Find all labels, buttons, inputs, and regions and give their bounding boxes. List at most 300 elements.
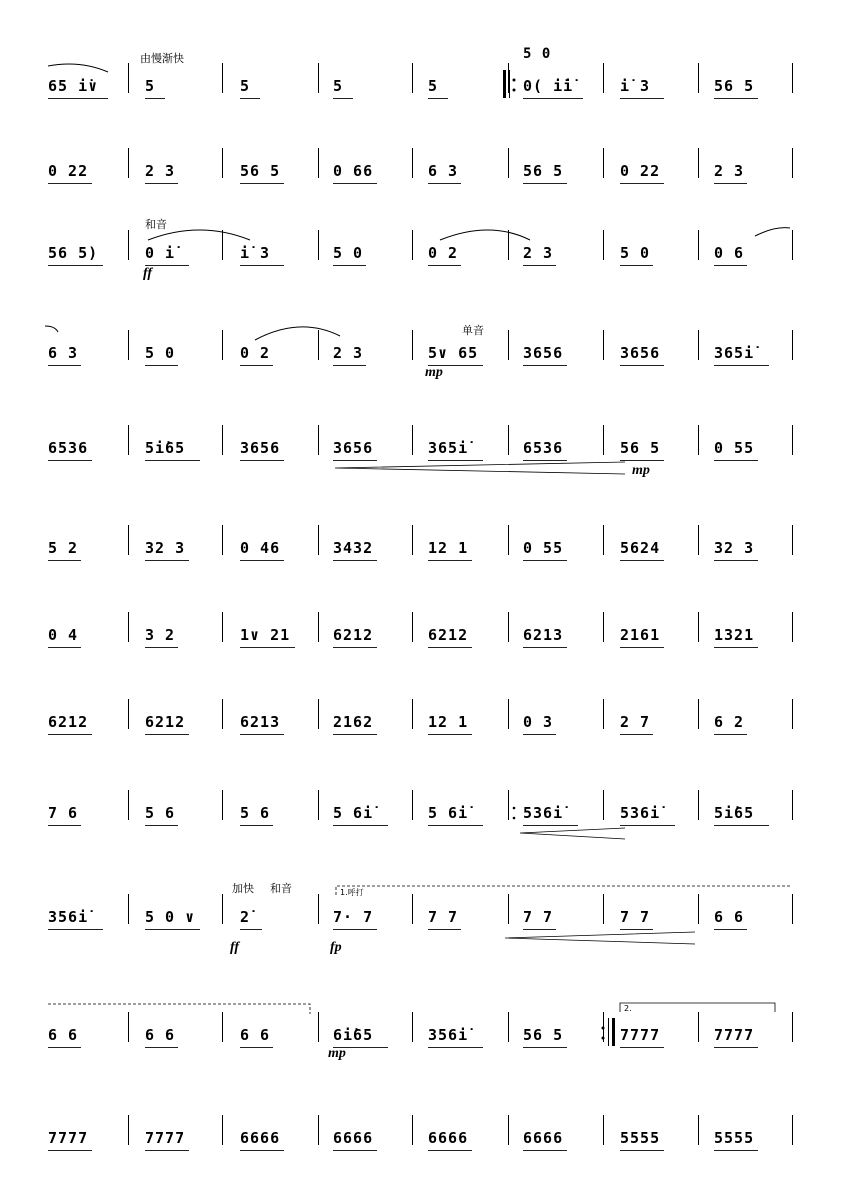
duration-underline [240, 929, 262, 930]
measure: 356i̇ [428, 1026, 469, 1044]
volta-1-bracket-cont [48, 1004, 310, 1014]
measure: 5i̇65 [714, 804, 755, 822]
duration-underline [240, 734, 284, 735]
barline [318, 699, 319, 729]
measure: 56 5 [523, 162, 564, 180]
barline [128, 63, 129, 93]
barline [698, 425, 699, 455]
measure: 7777 [145, 1129, 186, 1147]
duration-underline [523, 265, 556, 266]
tie-arc [45, 326, 58, 332]
barline [603, 425, 604, 455]
measure: 2̇ [240, 908, 251, 926]
measure: 6 6 [240, 1026, 271, 1044]
barline [508, 148, 509, 178]
duration-underline [428, 560, 472, 561]
barline [792, 699, 793, 729]
measure: 5 [428, 77, 439, 95]
measure: 5∨ 65 [428, 344, 479, 362]
duration-underline [523, 929, 556, 930]
measure: 536i̇ [523, 804, 564, 822]
duration-underline [523, 460, 567, 461]
tie-arc [48, 64, 108, 72]
barline [222, 699, 223, 729]
measure: 3656 [620, 344, 661, 362]
measure: 7777 [48, 1129, 89, 1147]
barline [603, 1012, 604, 1042]
measure: 0 46 [240, 539, 281, 557]
measure: 5624 [620, 539, 661, 557]
measure: 536i̇ [620, 804, 661, 822]
measure: 12 1 [428, 713, 469, 731]
barline [792, 612, 793, 642]
barline [603, 790, 604, 820]
duration-underline [428, 98, 448, 99]
barline [318, 1115, 319, 1145]
duration-underline [145, 1047, 178, 1048]
volta-1-bracket [336, 886, 790, 895]
duration-underline [523, 183, 567, 184]
barline [412, 63, 413, 93]
barline [318, 425, 319, 455]
duration-underline [714, 460, 758, 461]
duration-underline [240, 365, 273, 366]
duration-underline [145, 183, 178, 184]
duration-underline [48, 365, 81, 366]
score-row [0, 1129, 850, 1177]
duration-underline [333, 825, 388, 826]
barline [318, 330, 319, 360]
duration-underline [240, 265, 284, 266]
barline [792, 1012, 793, 1042]
measure: 356i̇ [48, 908, 89, 926]
measure: 0 55 [523, 539, 564, 557]
measure: 6212 [48, 713, 89, 731]
measure: 5 6i̇ [333, 804, 374, 822]
barline [792, 230, 793, 260]
measure: 365i̇ [714, 344, 755, 362]
dynamic-mp: mp [425, 365, 443, 380]
barline [412, 1115, 413, 1145]
measure: 2 3 [523, 244, 554, 262]
measure: 1∨ 21 [240, 626, 291, 644]
barline [412, 525, 413, 555]
dynamic-ff: ff [143, 266, 153, 281]
measure: 5 6i̇ [428, 804, 469, 822]
barline [128, 425, 129, 455]
measure: 5555 [714, 1129, 755, 1147]
measure: 6 6 [48, 1026, 79, 1044]
barline [412, 699, 413, 729]
duration-underline [240, 825, 273, 826]
barline [318, 790, 319, 820]
duration-underline [428, 734, 472, 735]
harmony-marking-2: 和音 [270, 882, 292, 895]
speedup-marking: 加快 [232, 882, 254, 895]
measure: 6666 [333, 1129, 374, 1147]
duration-underline [145, 647, 178, 648]
barline [412, 425, 413, 455]
duration-underline [145, 929, 200, 930]
duration-underline [620, 460, 664, 461]
duration-underline [48, 98, 108, 99]
measure: i̇ 3 [240, 244, 271, 262]
barline [508, 330, 509, 360]
measure: 5 [333, 77, 344, 95]
volta-1-label: 1.呼打 [340, 888, 364, 897]
harmony-marking: 和音 [145, 218, 167, 231]
duration-underline [714, 647, 758, 648]
barline [603, 699, 604, 729]
measure: 6 3 [48, 344, 79, 362]
score-row [0, 804, 850, 852]
duration-underline [620, 1150, 664, 1151]
duration-underline [48, 1150, 92, 1151]
duration-underline [428, 929, 461, 930]
measure: 5555 [620, 1129, 661, 1147]
measure: 7777 [620, 1026, 661, 1044]
dynamic-mp-2: mp [632, 463, 650, 478]
measure: 1321 [714, 626, 755, 644]
barline [698, 525, 699, 555]
tie-arc [255, 327, 340, 340]
barline [698, 230, 699, 260]
dynamic-mp-3: mp [328, 1046, 346, 1061]
duration-underline [333, 183, 377, 184]
duration-underline [523, 98, 583, 99]
barline [222, 894, 223, 924]
barline [222, 612, 223, 642]
measure: 5 [240, 77, 251, 95]
measure: 56 5 [523, 1026, 564, 1044]
duration-underline [620, 183, 664, 184]
dynamic-fp: fp [330, 940, 342, 955]
barline [698, 1012, 699, 1042]
duration-underline [48, 183, 92, 184]
duration-underline [240, 460, 284, 461]
barline [412, 1012, 413, 1042]
barline [222, 790, 223, 820]
measure: 5 2 [48, 539, 79, 557]
duration-underline [714, 560, 758, 561]
barline [222, 63, 223, 93]
barline [792, 148, 793, 178]
duration-underline [714, 1150, 758, 1151]
duration-underline [333, 98, 353, 99]
duration-underline [333, 929, 377, 930]
measure: i̇ 3 [620, 77, 651, 95]
measure: 7 7 [620, 908, 651, 926]
score-row [0, 713, 850, 761]
score-row [0, 244, 850, 292]
duration-underline [333, 365, 366, 366]
measure: 2 7 [620, 713, 651, 731]
duration-underline [145, 825, 178, 826]
score-row [0, 626, 850, 674]
measure: 0 6 [714, 244, 745, 262]
duration-underline [714, 825, 769, 826]
duration-underline [523, 1047, 567, 1048]
barline [792, 525, 793, 555]
barline [318, 525, 319, 555]
measure: 0 2 [240, 344, 271, 362]
barline [128, 330, 129, 360]
barline [603, 894, 604, 924]
measure: 6 3 [428, 162, 459, 180]
score-row [0, 908, 850, 956]
barline [128, 230, 129, 260]
measure: 56 5 [240, 162, 281, 180]
barline [508, 525, 509, 555]
duration-underline [48, 460, 92, 461]
duration-underline [333, 560, 377, 561]
barline [698, 790, 699, 820]
duration-underline [523, 365, 567, 366]
measure: 5 6 [240, 804, 271, 822]
duration-underline [523, 647, 567, 648]
duration-underline [620, 734, 653, 735]
barline [603, 230, 604, 260]
barline [698, 894, 699, 924]
measure: 7777 [714, 1026, 755, 1044]
barline [128, 790, 129, 820]
barline [603, 612, 604, 642]
measure: 3656 [523, 344, 564, 362]
tie-arc [440, 230, 530, 240]
measure: 6536 [523, 439, 564, 457]
duration-underline [145, 560, 189, 561]
barline [318, 1012, 319, 1042]
duration-underline [145, 1150, 189, 1151]
duration-underline [48, 734, 92, 735]
barline [792, 894, 793, 924]
measure: 6666 [240, 1129, 281, 1147]
duration-underline [620, 825, 675, 826]
duration-underline [620, 1047, 664, 1048]
barline [222, 425, 223, 455]
measure: 2 3 [714, 162, 745, 180]
barline [412, 894, 413, 924]
measure: 3 2 [145, 626, 176, 644]
score-row [0, 1026, 850, 1074]
measure: 7 7 [523, 908, 554, 926]
measure: 365i̇ [428, 439, 469, 457]
measure: 6i̇65 [333, 1026, 374, 1044]
barline [222, 230, 223, 260]
duration-underline [428, 183, 461, 184]
duration-underline [145, 734, 189, 735]
barline [603, 525, 604, 555]
duration-underline [714, 1047, 758, 1048]
duration-underline [48, 647, 81, 648]
barline [698, 699, 699, 729]
barline [128, 699, 129, 729]
measure: 5 0 [145, 344, 176, 362]
tempo-marking: 由慢渐快 [140, 52, 184, 65]
measure: 6666 [523, 1129, 564, 1147]
measure: 0 2 [428, 244, 459, 262]
measure: 32 3 [145, 539, 186, 557]
barline [508, 1115, 509, 1145]
duration-underline [620, 560, 664, 561]
duration-underline [523, 1150, 567, 1151]
measure: 56 5 [620, 439, 661, 457]
barline [318, 612, 319, 642]
duration-underline [240, 183, 284, 184]
duration-underline [240, 1047, 273, 1048]
duration-underline [620, 265, 653, 266]
barline [792, 1115, 793, 1145]
tie-arc [755, 228, 790, 236]
measure: 5 0 ∨ [145, 908, 196, 926]
barline [508, 230, 509, 260]
measure: 0 66 [333, 162, 374, 180]
barline [222, 525, 223, 555]
score-row [0, 162, 850, 210]
duration-underline [714, 183, 747, 184]
duration-underline [48, 825, 81, 826]
measure: 5 0 [620, 244, 651, 262]
measure: 5i̇65 [145, 439, 186, 457]
barline [792, 330, 793, 360]
measure: 65 i̇∨ [48, 77, 99, 95]
barline [222, 1115, 223, 1145]
volta-2-label: 2. [624, 1004, 632, 1013]
duration-underline [333, 647, 377, 648]
duration-underline [428, 1047, 483, 1048]
measure: 3656 [333, 439, 374, 457]
measure: 6 2 [714, 713, 745, 731]
barline [222, 148, 223, 178]
measure: 6212 [145, 713, 186, 731]
barline [128, 612, 129, 642]
barline [508, 612, 509, 642]
duration-underline [714, 734, 747, 735]
duration-underline [48, 1047, 81, 1048]
duration-underline [428, 265, 461, 266]
measure: 6213 [523, 626, 564, 644]
duration-underline [333, 734, 377, 735]
measure: 6666 [428, 1129, 469, 1147]
measure: 3432 [333, 539, 374, 557]
measure: 0 22 [48, 162, 89, 180]
barline [603, 63, 604, 93]
measure: 2 3 [333, 344, 364, 362]
measure: 2161 [620, 626, 661, 644]
duration-underline [240, 560, 284, 561]
barline [698, 1115, 699, 1145]
barline [412, 148, 413, 178]
duration-underline [333, 1150, 377, 1151]
measure: 5 6 [145, 804, 176, 822]
measure: 5 [145, 77, 156, 95]
duration-underline [523, 734, 556, 735]
measure: 7 6 [48, 804, 79, 822]
duration-underline [523, 560, 567, 561]
duration-underline [428, 825, 483, 826]
duration-underline [620, 365, 664, 366]
duration-underline [523, 825, 578, 826]
barline [698, 63, 699, 93]
measure: 6536 [48, 439, 89, 457]
duration-underline [620, 929, 653, 930]
measure: 56 5 [714, 77, 755, 95]
measure: 6 6 [145, 1026, 176, 1044]
measure: 0 4 [48, 626, 79, 644]
barline [603, 148, 604, 178]
barline [412, 612, 413, 642]
score-row [0, 439, 850, 487]
duration-underline [428, 460, 483, 461]
barline [508, 1012, 509, 1042]
measure: 0 3 [523, 713, 554, 731]
barline [698, 612, 699, 642]
barline [128, 1012, 129, 1042]
duration-underline [145, 98, 165, 99]
barline [792, 790, 793, 820]
measure: 6213 [240, 713, 281, 731]
measure: 0( i̇i̇ [523, 77, 574, 95]
barline [318, 63, 319, 93]
barline [412, 230, 413, 260]
duration-underline [333, 460, 377, 461]
duration-underline [48, 560, 81, 561]
volta-2-bracket [620, 1003, 775, 1012]
score-row [0, 539, 850, 587]
duration-underline [240, 1150, 284, 1151]
barline [412, 330, 413, 360]
barline [508, 790, 509, 820]
duration-underline [620, 98, 664, 99]
duration-underline [428, 1150, 472, 1151]
score-row [0, 77, 850, 125]
barline [698, 148, 699, 178]
barline [222, 330, 223, 360]
measure: 3656 [240, 439, 281, 457]
barline [128, 525, 129, 555]
barline [792, 425, 793, 455]
barline [508, 425, 509, 455]
measure: 6212 [333, 626, 374, 644]
barline [128, 894, 129, 924]
measure: 6 6 [714, 908, 745, 926]
duration-underline [714, 929, 747, 930]
duration-underline [714, 98, 758, 99]
barline [128, 1115, 129, 1145]
measure: 0 i̇ [145, 244, 176, 262]
barline [318, 230, 319, 260]
barline [412, 790, 413, 820]
duration-underline [714, 265, 747, 266]
barline [603, 330, 604, 360]
measure: 7· 7 [333, 908, 374, 926]
measure: 56 5) [48, 244, 99, 262]
barline [508, 894, 509, 924]
measure: 7 7 [428, 908, 459, 926]
duration-underline [145, 365, 178, 366]
barline [222, 1012, 223, 1042]
measure: 0 55 [714, 439, 755, 457]
duration-underline [620, 647, 664, 648]
barline [698, 330, 699, 360]
barline [508, 63, 509, 93]
measure: 0 22 [620, 162, 661, 180]
above-note: 5 0 [523, 46, 552, 62]
duration-underline [333, 265, 366, 266]
duration-underline [145, 460, 200, 461]
measure: 5 0 [333, 244, 364, 262]
duration-underline [240, 98, 260, 99]
